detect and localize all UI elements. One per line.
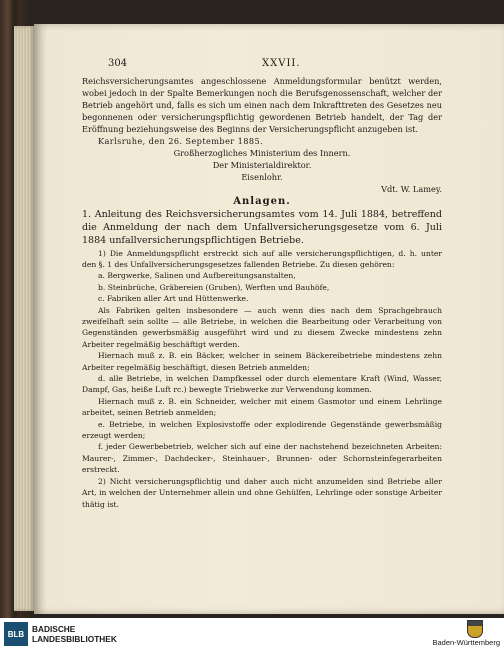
- list-item-b: b. Steinbrüche, Gräbereien (Gruben), Werften und Bauhöfe,: [98, 282, 330, 292]
- annex-item-1: 1. Anleitung des Reichsversicherungsamtes vom 14. Juli 1884, betreffend die Anmeldung der nach dem Unfallversicherungsgesetze vom 6. Juli 1884 unfallversicherungspflichtigen Betriebe.: [82, 208, 442, 247]
- annex-body: [82, 248, 442, 510]
- list-item-a: a. Bergwerke, Salinen und Aufbereitungsanstalten,: [98, 271, 296, 281]
- blb-logo[interactable]: [4, 622, 28, 646]
- signature-title: Der Ministerialdirektor.: [212, 160, 312, 171]
- page-number: 304: [108, 58, 128, 69]
- page-header: [82, 58, 442, 72]
- page-content: [82, 58, 442, 510]
- annex-heading: Anlagen.: [233, 196, 291, 208]
- countersignature: Vdt. W. Lamey.: [381, 184, 442, 195]
- list-item-f: f. jeder Gewerbebetrieb, welcher sich auf eine der nachstehend bezeichneten Arbeiten: Maurer-, Zimmer-, Dachdecker-, Steinhauer-, Brunnen- oder Schornsteinfegerarbeiten erstreckt.: [82, 442, 442, 475]
- schneider-paragraph: Hiernach muß z. B. ein Schneider, welcher mit einem Gasmotor und einem Lehrlinge arbeitet, seinen Betrieb anmelden;: [82, 396, 442, 418]
- library-name-line-1: BADISCHE: [32, 624, 76, 634]
- library-footer: [0, 618, 504, 649]
- intro-paragraph: Reichsversicherungsamtes angeschlossene Anmeldungsformular benützt werden, wobei jedoch in der Spalte Bemerkungen noch die Berufsgenossenschaft, welcher der Betrieb angehört und, falls es sich um einen nach dem Inkrafttreten des Gesetzes neu begonnenen oder versicherungspflichtig gewordenen Betrieb handelt, der Tag der Eröffnung beziehungsweise des Beginns der Versicherungspflicht anzugeben ist.: [82, 76, 442, 134]
- section-2-paragraph: 2) Nicht versicherungspflichtig und daher auch nicht anzumelden sind Betriebe aller Art, in welchen der Unternehmer allein und ohne Gehülfen, Lehrlinge oder sonstige Arbeiter thätig ist.: [82, 476, 442, 509]
- signature-name: Eisenlohr.: [241, 172, 283, 183]
- state-name: Baden-Württemberg: [432, 638, 500, 647]
- signature-block: [82, 148, 442, 196]
- list-item-d: d. alle Betriebe, in welchen Dampfkessel oder durch elementare Kraft (Wind, Wasser, Dampf, Gas, heiße Luft rc.) bewegte Triebwerke zur Verwendung kommen.: [82, 374, 442, 395]
- chapter-number: XXVII.: [262, 58, 301, 69]
- baden-wuerttemberg-crest-icon: [467, 620, 483, 638]
- list-item-e: e. Betriebe, in welchen Explosivstoffe oder explodirende Gegenstände gewerbsmäßig erzeugt werden;: [82, 419, 442, 441]
- baecker-paragraph: Hiernach muß z. B. ein Bäcker, welcher in seinem Bäckereibetriebe mindestens zehn Arbeiter regelmäßig beschäftigt, diesen Betrieb anmelden;: [82, 351, 442, 372]
- signature-ministry: Großherzogliches Ministerium des Innern.: [173, 148, 351, 159]
- library-name: [32, 624, 117, 644]
- date-line: Karlsruhe, den 26. September 1885.: [98, 135, 264, 146]
- blb-logo-text: BLB: [7, 629, 25, 639]
- book-page-edges: [14, 26, 34, 611]
- fabriken-paragraph: Als Fabriken gelten insbesondere — auch wenn dies nach dem Sprachgebrauch zweifelhaft sein sollte — alle Betriebe, in welchen die Bearbeitung oder Verarbeitung von Gegenständen gewerbsmäßig ausgeführt wird und zu diesem Zwecke mindestens zehn Arbeiter regelmäßig beschäftigt werden.: [82, 305, 442, 349]
- section-1-intro: 1) Die Anmeldungspflicht erstreckt sich auf alle versicherungspflichtigen, d. h. unter den §. 1 des Unfallversicherungsgesetzes fallenden Betriebe. Zu diesen gehören:: [82, 248, 442, 269]
- list-item-c: c. Fabriken aller Art und Hüttenwerke.: [98, 294, 249, 304]
- library-name-line-2: LANDESBIBLIOTHEK: [32, 634, 117, 644]
